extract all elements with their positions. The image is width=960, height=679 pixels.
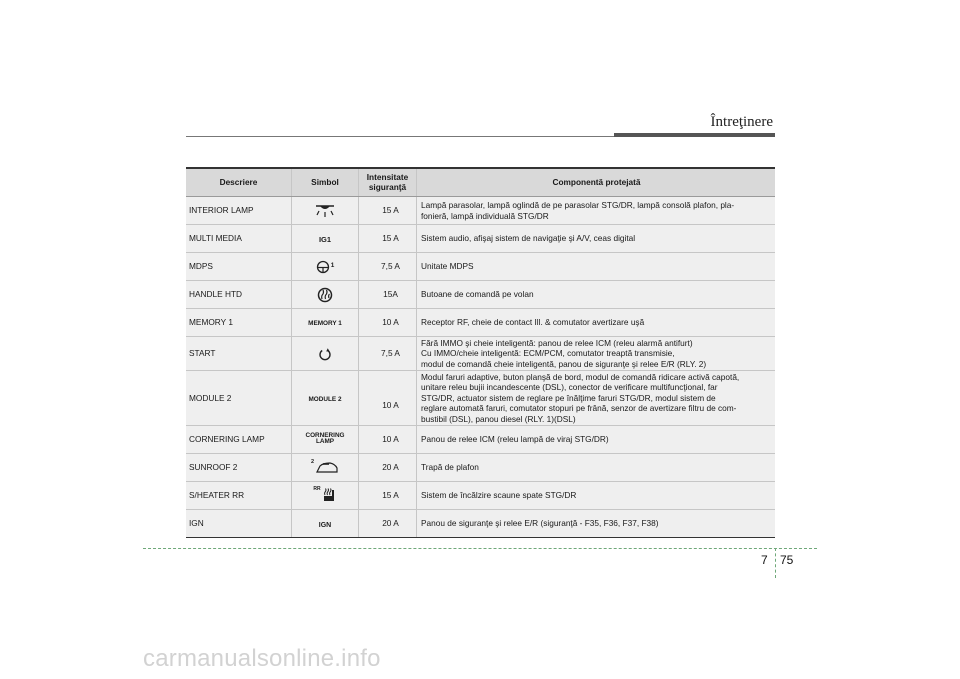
symbol-label: MEMORY 1 bbox=[308, 320, 342, 328]
row-description: CORNERING LAMP bbox=[186, 425, 292, 453]
row-description: IGN bbox=[186, 509, 292, 537]
row-description: START bbox=[186, 337, 292, 371]
start-key-icon bbox=[318, 347, 332, 361]
chapter-number: 7 bbox=[761, 553, 768, 567]
row-symbol bbox=[292, 425, 359, 453]
row-symbol bbox=[292, 309, 359, 337]
row-description: MODULE 2 bbox=[186, 371, 292, 426]
row-symbol bbox=[292, 371, 359, 426]
header-component: Componentă protejată bbox=[417, 168, 776, 197]
header-amperage: Intensitate siguranţă bbox=[359, 168, 417, 197]
row-description: SUNROOF 2 bbox=[186, 453, 292, 481]
symbol-label: IG1 bbox=[318, 235, 332, 245]
row-amperage: 7,5 A bbox=[381, 348, 400, 359]
heated-steering-icon bbox=[317, 287, 333, 303]
row-component: Unitate MDPS bbox=[417, 253, 776, 281]
header-rule bbox=[186, 136, 614, 137]
table-row bbox=[186, 481, 775, 509]
sunroof-icon bbox=[315, 460, 339, 474]
header-rule-accent bbox=[614, 133, 775, 137]
row-component: Panou de siguranţe şi relee E/R (siguranţă - F35, F36, F37, F38) bbox=[417, 509, 776, 537]
table-row bbox=[186, 337, 775, 371]
row-amperage: 15 A bbox=[382, 233, 399, 244]
table-row bbox=[186, 509, 775, 537]
row-description: INTERIOR LAMP bbox=[186, 197, 292, 225]
table-row bbox=[186, 281, 775, 309]
seat-heater-icon bbox=[321, 487, 337, 503]
table-row bbox=[186, 253, 775, 281]
header-description: Descriere bbox=[186, 168, 292, 197]
row-amperage: 10 A bbox=[382, 399, 399, 410]
row-component: Fără IMMO şi cheie inteligentă: panou de relee ICM (releu alarmă antifurt) Cu IMMO/cheie inteligentă: ECM/PCM, comutator treaptă transmisie, modul de comandă cheie inteligentă, panou de siguranţe şi relee E/R (RLY. 2) bbox=[417, 337, 776, 371]
table-row bbox=[186, 309, 775, 337]
symbol-label: 2 bbox=[310, 459, 315, 466]
row-symbol bbox=[292, 509, 359, 537]
row-component: Panou de relee ICM (releu lampă de viraj STG/DR) bbox=[417, 425, 776, 453]
steering-wheel-icon bbox=[316, 260, 330, 274]
row-symbol bbox=[292, 253, 359, 281]
row-amperage: 20 A bbox=[382, 518, 399, 529]
row-symbol bbox=[292, 453, 359, 481]
row-symbol bbox=[292, 481, 359, 509]
row-component: Trapă de plafon bbox=[417, 453, 776, 481]
table-row bbox=[186, 371, 775, 426]
row-amperage: 7,5 A bbox=[381, 261, 400, 272]
row-component: Sistem de încălzire scaune spate STG/DR bbox=[417, 481, 776, 509]
row-description: S/HEATER RR bbox=[186, 481, 292, 509]
symbol-label: MODULE 2 bbox=[308, 395, 342, 403]
table-row bbox=[186, 197, 775, 225]
page-number: 75 bbox=[780, 553, 794, 567]
row-component: Lampă parasolar, lampă oglindă de pe parasolar STG/DR, lampă consolă plafon, pla- fonieră, lampă individuală STG/DR bbox=[417, 197, 776, 225]
header-symbol: Simbol bbox=[292, 168, 359, 197]
row-component: Modul faruri adaptive, buton planşă de bord, modul de comandă ridicare activă capotă, unitare releu bujii incandescente (DSL), conector de verificare multifuncţional, far STG/DR, actuator sistem de reglare pe înălţime faruri STG/DR, modul sistem de reglare automată faruri, comutator stopuri pe frână, senzor de avertizare filtru de com- bustibil (DSL), panou diesel (RLY. 1)(DSL) bbox=[417, 371, 776, 426]
footer-divider bbox=[775, 548, 776, 578]
symbol-label: 1 bbox=[330, 262, 335, 270]
table-header-row bbox=[186, 168, 775, 197]
table-row bbox=[186, 225, 775, 253]
symbol-label: IGN bbox=[318, 522, 332, 530]
row-component: Receptor RF, cheie de contact Ill. & comutator avertizare uşă bbox=[417, 309, 776, 337]
row-amperage: 15 A bbox=[382, 205, 399, 216]
row-amperage: 15 A bbox=[382, 490, 399, 501]
row-description: MEMORY 1 bbox=[186, 309, 292, 337]
row-symbol bbox=[292, 281, 359, 309]
fuse-table bbox=[186, 167, 775, 538]
row-description: HANDLE HTD bbox=[186, 281, 292, 309]
row-component: Sistem audio, afişaj sistem de navigaţie şi A/V, ceas digital bbox=[417, 225, 776, 253]
row-amperage: 10 A bbox=[382, 317, 399, 328]
row-description: MDPS bbox=[186, 253, 292, 281]
row-symbol bbox=[292, 337, 359, 371]
symbol-label: CORNERING LAMP bbox=[305, 431, 345, 446]
row-description: MULTI MEDIA bbox=[186, 225, 292, 253]
interior-lamp-icon bbox=[314, 204, 336, 218]
symbol-label: RR bbox=[313, 486, 321, 493]
row-amperage: 15A bbox=[383, 289, 398, 300]
row-symbol bbox=[292, 225, 359, 253]
table-row bbox=[186, 453, 775, 481]
footer-rule bbox=[143, 548, 817, 549]
table-row bbox=[186, 425, 775, 453]
section-title: Întreţinere bbox=[710, 114, 773, 130]
row-amperage: 20 A bbox=[382, 462, 399, 473]
row-component: Butoane de comandă pe volan bbox=[417, 281, 776, 309]
row-symbol bbox=[292, 197, 359, 225]
row-amperage: 10 A bbox=[382, 434, 399, 445]
watermark: carmanualsonline.info bbox=[143, 645, 381, 672]
